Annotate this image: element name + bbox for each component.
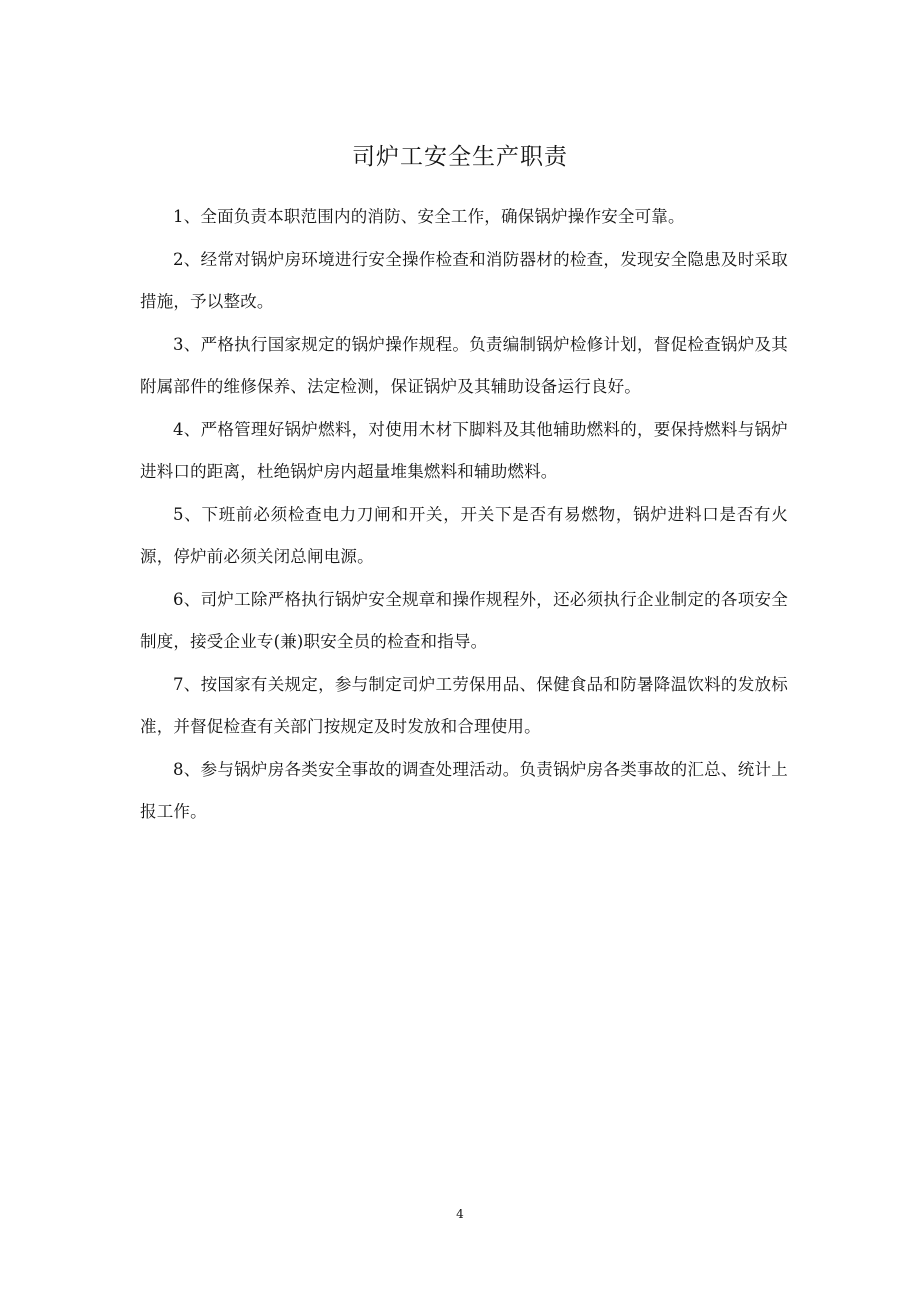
paragraph-1: 1、全面负责本职范围内的消防、安全工作，确保锅炉操作安全可靠。	[173, 207, 685, 226]
page-title: 司炉工安全生产职责	[352, 144, 568, 170]
paragraph-6: 6、司炉工除严格执行锅炉安全规章和操作规程外，还必须执行企业制定的各项安全制度，接受企业专(兼)职安全员的检查和指导。	[140, 590, 788, 651]
paragraph-4: 4、严格管理好锅炉燃料，对使用木材下脚料及其他辅助燃料的，要保持燃料与锅炉进料口的距离，杜绝锅炉房内超量堆集燃料和辅助燃料。	[140, 420, 788, 481]
paragraph-5: 5、下班前必须检查电力刀闸和开关，开关下是否有易燃物，锅炉进料口是否有火源，停炉前必须关闭总闸电源。	[140, 505, 788, 566]
document-body	[140, 196, 788, 834]
paragraph-3: 3、严格执行国家规定的锅炉操作规程。负责编制锅炉检修计划，督促检查锅炉及其附属部件的维修保养、法定检测，保证锅炉及其辅助设备运行良好。	[140, 335, 788, 396]
paragraph-2: 2、经常对锅炉房环境进行安全操作检查和消防器材的检查，发现安全隐患及时采取措施，予以整改。	[140, 250, 788, 311]
page-number: 4	[456, 1207, 464, 1221]
paragraph-8: 8、参与锅炉房各类安全事故的调查处理活动。负责锅炉房各类事故的汇总、统计上报工作。	[140, 760, 788, 821]
paragraph-7: 7、按国家有关规定，参与制定司炉工劳保用品、保健食品和防暑降温饮料的发放标准，并督促检查有关部门按规定及时发放和合理使用。	[140, 675, 788, 736]
